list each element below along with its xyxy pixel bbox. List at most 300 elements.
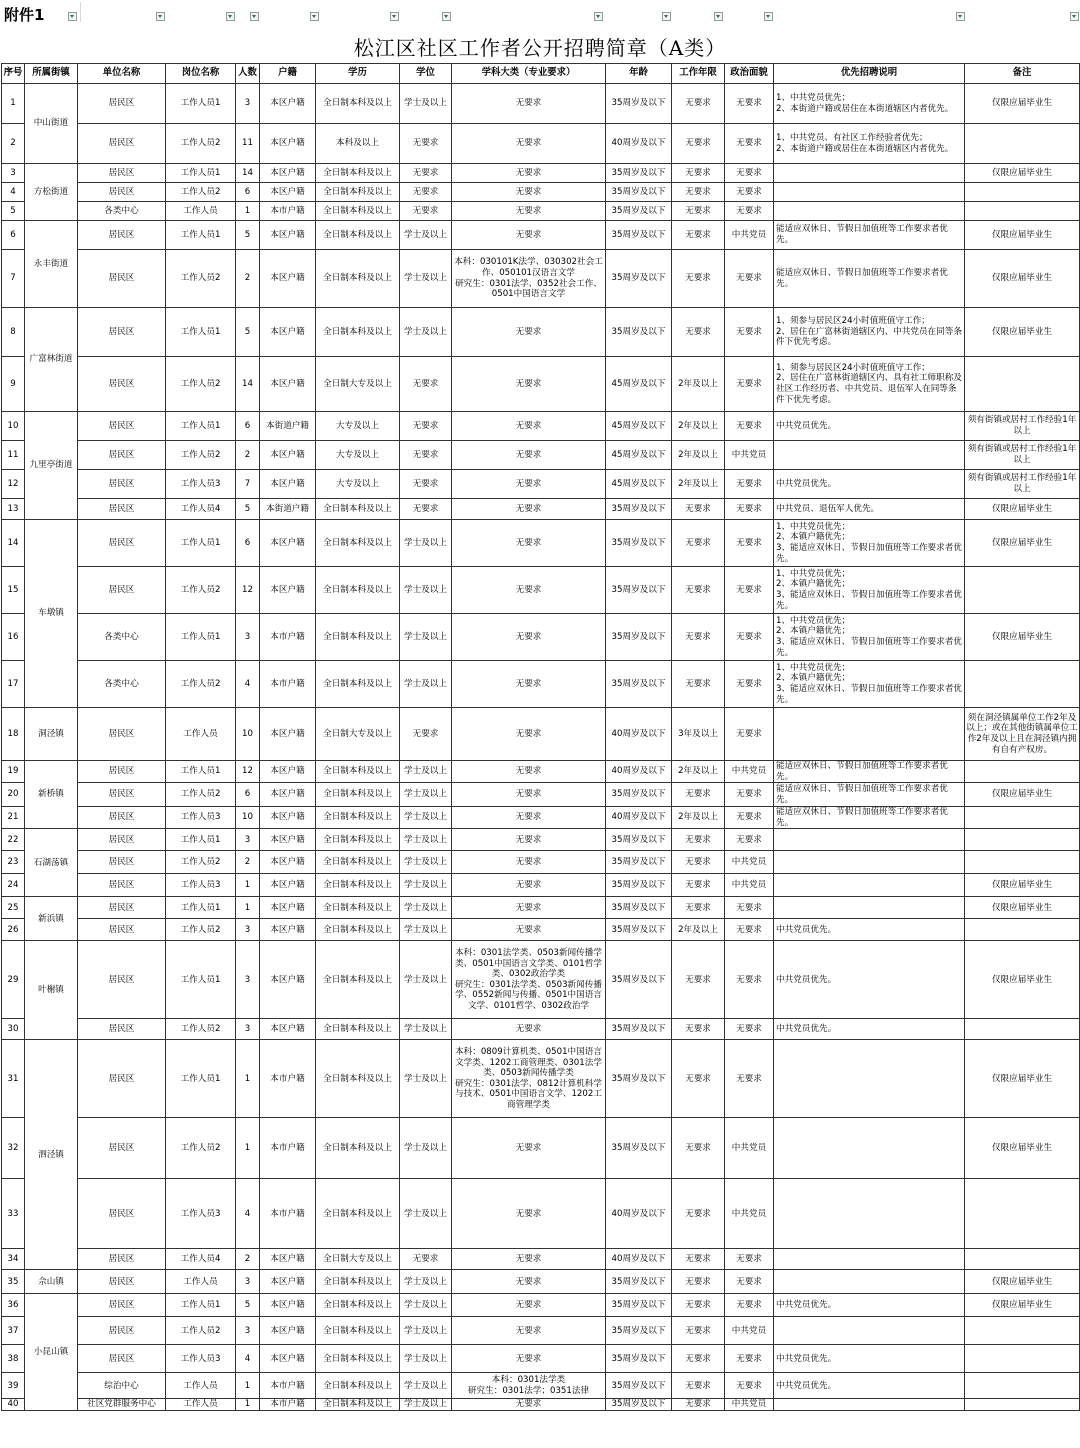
filter-dropdown-icon[interactable] [594, 12, 603, 21]
seq-cell: 16 [2, 614, 25, 661]
note-cell: 须有街镇或居村工作经验1年以上 [965, 470, 1080, 499]
note-cell [965, 761, 1080, 783]
note-cell [965, 851, 1080, 874]
years-cell: 无要求 [672, 520, 725, 567]
edu-cell: 全日制大专及以上 [316, 1249, 400, 1270]
degree-cell: 无要求 [400, 1249, 452, 1270]
major-cell: 无要求 [452, 708, 606, 761]
unit-cell: 居民区 [78, 1345, 166, 1373]
years-cell: 2年及以上 [672, 807, 725, 829]
age-cell: 40周岁及以下 [606, 124, 672, 164]
header-cell: 工作年限 [672, 64, 725, 84]
hukou-cell: 本区户籍 [260, 567, 316, 614]
degree-cell: 学士及以上 [400, 1373, 452, 1399]
num-cell: 12 [236, 567, 260, 614]
post-cell: 工作人员1 [166, 614, 236, 661]
note-cell [965, 919, 1080, 941]
post-cell: 工作人员1 [166, 164, 236, 183]
degree-cell: 无要求 [400, 183, 452, 202]
note-cell [965, 1249, 1080, 1270]
edu-cell: 全日制本科及以上 [316, 84, 400, 124]
unit-cell: 综治中心 [78, 1373, 166, 1399]
edu-cell: 全日制本科及以上 [316, 1179, 400, 1249]
edu-cell: 全日制本科及以上 [316, 614, 400, 661]
seq-cell: 8 [2, 308, 25, 357]
edu-cell: 全日制大专及以上 [316, 357, 400, 412]
post-cell: 工作人员2 [166, 1019, 236, 1040]
filter-dropdown-icon[interactable] [390, 12, 399, 21]
age-cell: 35周岁及以下 [606, 308, 672, 357]
major-cell: 无要求 [452, 183, 606, 202]
note-cell: 仅限应届毕业生 [965, 308, 1080, 357]
unit-cell: 居民区 [78, 308, 166, 357]
num-cell: 3 [236, 1270, 260, 1294]
degree-cell: 学士及以上 [400, 761, 452, 783]
hukou-cell: 本区户籍 [260, 441, 316, 470]
years-cell: 3年及以上 [672, 708, 725, 761]
seq-cell: 23 [2, 851, 25, 874]
note-cell [965, 829, 1080, 851]
note-cell: 仅限应届毕业生 [965, 84, 1080, 124]
post-cell: 工作人员1 [166, 761, 236, 783]
unit-cell: 居民区 [78, 897, 166, 919]
unit-cell: 居民区 [78, 761, 166, 783]
years-cell: 无要求 [672, 164, 725, 183]
table-row [2, 124, 1080, 164]
politics-cell: 无要求 [725, 1345, 774, 1373]
degree-cell: 学士及以上 [400, 829, 452, 851]
note-cell [965, 357, 1080, 412]
priority-cell: 1、须参与居民区24小时值班值守工作； 2、居住在广富林街道辖区内、中共党员在同等条件下优先考虑。 [774, 308, 965, 357]
degree-cell: 学士及以上 [400, 1179, 452, 1249]
seq-cell: 20 [2, 783, 25, 807]
seq-cell: 11 [2, 441, 25, 470]
seq-cell: 32 [2, 1118, 25, 1179]
edu-cell: 全日制本科及以上 [316, 941, 400, 1019]
post-cell: 工作人员2 [166, 183, 236, 202]
district-cell: 中山街道 [25, 84, 78, 164]
priority-cell: 中共党员优先。 [774, 1019, 965, 1040]
degree-cell: 学士及以上 [400, 1345, 452, 1373]
num-cell: 5 [236, 221, 260, 250]
edu-cell: 全日制本科及以上 [316, 1019, 400, 1040]
age-cell: 40周岁及以下 [606, 1179, 672, 1249]
filter-dropdown-icon[interactable] [764, 12, 773, 21]
hukou-cell: 本区户籍 [260, 1294, 316, 1317]
degree-cell: 无要求 [400, 202, 452, 221]
age-cell: 40周岁及以下 [606, 1249, 672, 1270]
note-cell [965, 202, 1080, 221]
unit-cell: 居民区 [78, 829, 166, 851]
header-cell: 所属街镇 [25, 64, 78, 84]
age-cell: 35周岁及以下 [606, 661, 672, 708]
hukou-cell: 本区户籍 [260, 783, 316, 807]
major-cell: 无要求 [452, 567, 606, 614]
major-cell: 无要求 [452, 874, 606, 897]
politics-cell: 无要求 [725, 1270, 774, 1294]
num-cell: 1 [236, 1373, 260, 1399]
district-cell: 石湖荡镇 [25, 829, 78, 897]
politics-cell: 无要求 [725, 661, 774, 708]
politics-cell: 中共党员 [725, 1399, 774, 1411]
priority-cell: 1、中共党员优先； 2、本镇户籍优先； 3、能适应双休日、节假日加值班等工作要求者优先。 [774, 661, 965, 708]
major-cell: 无要求 [452, 1179, 606, 1249]
header-cell: 序号 [2, 64, 25, 84]
edu-cell: 全日制本科及以上 [316, 567, 400, 614]
politics-cell: 中共党员 [725, 1118, 774, 1179]
seq-cell: 29 [2, 941, 25, 1019]
filter-dropdown-icon[interactable] [442, 12, 451, 21]
major-cell: 本科：0301法学类、0503新闻传播学类、0501中国语言文学类、0101哲学类、0302政治学类 研究生：0301法学类、0503新闻传播学、0552新闻与传播、0501中国语言文学、0101哲学、0302政治学 [452, 941, 606, 1019]
degree-cell: 学士及以上 [400, 1270, 452, 1294]
priority-cell: 能适应双休日、节假日加值班等工作要求者优先。 [774, 783, 965, 807]
degree-cell: 学士及以上 [400, 807, 452, 829]
filter-dropdown-icon[interactable] [68, 12, 77, 21]
post-cell: 工作人员2 [166, 357, 236, 412]
post-cell: 工作人员2 [166, 250, 236, 308]
years-cell: 无要求 [672, 1399, 725, 1411]
age-cell: 45周岁及以下 [606, 441, 672, 470]
post-cell: 工作人员3 [166, 470, 236, 499]
hukou-cell: 本市户籍 [260, 202, 316, 221]
hukou-cell: 本区户籍 [260, 761, 316, 783]
note-cell: 仅限应届毕业生 [965, 1270, 1080, 1294]
district-cell: 新浜镇 [25, 897, 78, 941]
politics-cell: 无要求 [725, 164, 774, 183]
num-cell: 4 [236, 661, 260, 708]
seq-cell: 18 [2, 708, 25, 761]
priority-cell: 中共党员、退伍军人优先。 [774, 499, 965, 520]
note-cell: 仅限应届毕业生 [965, 164, 1080, 183]
filter-dropdown-icon[interactable] [310, 12, 319, 21]
degree-cell: 学士及以上 [400, 1399, 452, 1411]
num-cell: 10 [236, 708, 260, 761]
unit-cell: 各类中心 [78, 661, 166, 708]
degree-cell: 无要求 [400, 412, 452, 441]
major-cell: 无要求 [452, 1317, 606, 1345]
major-cell: 无要求 [452, 84, 606, 124]
num-cell: 6 [236, 183, 260, 202]
post-cell: 工作人员3 [166, 874, 236, 897]
hukou-cell: 本市户籍 [260, 1118, 316, 1179]
table-row [2, 250, 1080, 308]
politics-cell: 无要求 [725, 412, 774, 441]
degree-cell: 学士及以上 [400, 1118, 452, 1179]
unit-cell: 居民区 [78, 164, 166, 183]
hukou-cell: 本区户籍 [260, 164, 316, 183]
priority-cell: 能适应双休日、节假日加值班等工作要求者优先。 [774, 807, 965, 829]
seq-cell: 4 [2, 183, 25, 202]
major-cell: 无要求 [452, 1270, 606, 1294]
politics-cell: 无要求 [725, 1040, 774, 1118]
post-cell: 工作人员1 [166, 520, 236, 567]
num-cell: 3 [236, 1317, 260, 1345]
district-cell: 永丰街道 [25, 221, 78, 308]
filter-dropdown-icon[interactable] [226, 12, 235, 21]
header-cell: 户籍 [260, 64, 316, 84]
seq-cell: 17 [2, 661, 25, 708]
major-cell: 本科：0809计算机类、0501中国语言文学类、1202工商管理类、0301法学类、0503新闻传播学类 研究生：0301法学、0812计算机科学与技术、0501中国语言文学、1202工商管理学类 [452, 1040, 606, 1118]
edu-cell: 全日制本科及以上 [316, 851, 400, 874]
degree-cell: 无要求 [400, 124, 452, 164]
major-cell: 无要求 [452, 520, 606, 567]
table-row [2, 807, 1080, 829]
note-cell: 仅限应届毕业生 [965, 1118, 1080, 1179]
priority-cell [774, 708, 965, 761]
hukou-cell: 本区户籍 [260, 183, 316, 202]
unit-cell: 居民区 [78, 357, 166, 412]
num-cell: 4 [236, 1345, 260, 1373]
age-cell: 35周岁及以下 [606, 202, 672, 221]
district-cell: 广富林街道 [25, 308, 78, 412]
priority-cell: 中共党员优先。 [774, 412, 965, 441]
age-cell: 35周岁及以下 [606, 851, 672, 874]
major-cell: 无要求 [452, 1345, 606, 1373]
politics-cell: 无要求 [725, 1294, 774, 1317]
note-cell [965, 1373, 1080, 1399]
note-cell [965, 807, 1080, 829]
note-cell: 仅限应届毕业生 [965, 1294, 1080, 1317]
num-cell: 6 [236, 412, 260, 441]
priority-cell: 1、中共党员、有社区工作经验者优先； 2、本街道户籍或居住在本街道辖区内者优先。 [774, 124, 965, 164]
major-cell: 本科：030101K法学、030302社会工作、050101汉语言文学 研究生：0301法学、0352社会工作、0501中国语言文学 [452, 250, 606, 308]
age-cell: 40周岁及以下 [606, 761, 672, 783]
age-cell: 35周岁及以下 [606, 84, 672, 124]
post-cell: 工作人员 [166, 1373, 236, 1399]
years-cell: 2年及以上 [672, 441, 725, 470]
years-cell: 无要求 [672, 1040, 725, 1118]
edu-cell: 大专及以上 [316, 412, 400, 441]
edu-cell: 全日制本科及以上 [316, 202, 400, 221]
priority-cell: 能适应双休日、节假日加值班等工作要求者优先。 [774, 221, 965, 250]
post-cell: 工作人员1 [166, 941, 236, 1019]
seq-cell: 33 [2, 1179, 25, 1249]
degree-cell: 学士及以上 [400, 614, 452, 661]
seq-cell: 21 [2, 807, 25, 829]
priority-cell [774, 202, 965, 221]
priority-cell [774, 164, 965, 183]
table-row [2, 1345, 1080, 1373]
major-cell: 无要求 [452, 441, 606, 470]
age-cell: 35周岁及以下 [606, 499, 672, 520]
politics-cell: 中共党员 [725, 874, 774, 897]
unit-cell: 居民区 [78, 470, 166, 499]
age-cell: 35周岁及以下 [606, 1399, 672, 1411]
major-cell: 无要求 [452, 1294, 606, 1317]
edu-cell: 全日制本科及以上 [316, 1345, 400, 1373]
filter-dropdown-icon[interactable] [714, 12, 723, 21]
table-row [2, 919, 1080, 941]
table-row [2, 1118, 1080, 1179]
years-cell: 无要求 [672, 1179, 725, 1249]
years-cell: 无要求 [672, 1345, 725, 1373]
age-cell: 35周岁及以下 [606, 250, 672, 308]
unit-cell: 居民区 [78, 919, 166, 941]
years-cell: 无要求 [672, 202, 725, 221]
post-cell: 工作人员 [166, 1399, 236, 1411]
table-row [2, 164, 1080, 183]
post-cell: 工作人员2 [166, 567, 236, 614]
header-cell: 政治面貌 [725, 64, 774, 84]
priority-cell [774, 1179, 965, 1249]
post-cell: 工作人员2 [166, 661, 236, 708]
politics-cell: 无要求 [725, 308, 774, 357]
seq-cell: 5 [2, 202, 25, 221]
politics-cell: 无要求 [725, 897, 774, 919]
major-cell: 无要求 [452, 783, 606, 807]
num-cell: 2 [236, 1249, 260, 1270]
num-cell: 4 [236, 1179, 260, 1249]
years-cell: 2年及以上 [672, 919, 725, 941]
post-cell: 工作人员 [166, 202, 236, 221]
table-row [2, 520, 1080, 567]
unit-cell: 居民区 [78, 84, 166, 124]
seq-cell: 30 [2, 1019, 25, 1040]
years-cell: 无要求 [672, 1118, 725, 1179]
degree-cell: 学士及以上 [400, 221, 452, 250]
post-cell: 工作人员2 [166, 851, 236, 874]
hukou-cell: 本区户籍 [260, 250, 316, 308]
post-cell: 工作人员2 [166, 1118, 236, 1179]
priority-cell [774, 1399, 965, 1411]
edu-cell: 全日制本科及以上 [316, 661, 400, 708]
post-cell: 工作人员2 [166, 783, 236, 807]
hukou-cell: 本区户籍 [260, 1270, 316, 1294]
degree-cell: 学士及以上 [400, 874, 452, 897]
age-cell: 35周岁及以下 [606, 941, 672, 1019]
edu-cell: 全日制本科及以上 [316, 221, 400, 250]
filter-dropdown-icon[interactable] [156, 12, 165, 21]
table-row [2, 1179, 1080, 1249]
politics-cell: 无要求 [725, 520, 774, 567]
unit-cell: 居民区 [78, 1270, 166, 1294]
degree-cell: 学士及以上 [400, 308, 452, 357]
unit-cell: 居民区 [78, 412, 166, 441]
hukou-cell: 本市户籍 [260, 661, 316, 708]
table-row [2, 470, 1080, 499]
seq-cell: 35 [2, 1270, 25, 1294]
edu-cell: 全日制本科及以上 [316, 897, 400, 919]
age-cell: 40周岁及以下 [606, 708, 672, 761]
filter-dropdown-icon[interactable] [1070, 12, 1079, 21]
priority-cell [774, 1249, 965, 1270]
degree-cell: 学士及以上 [400, 1317, 452, 1345]
degree-cell: 无要求 [400, 357, 452, 412]
post-cell: 工作人员1 [166, 412, 236, 441]
num-cell: 5 [236, 308, 260, 357]
hukou-cell: 本区户籍 [260, 807, 316, 829]
politics-cell: 无要求 [725, 1373, 774, 1399]
post-cell: 工作人员2 [166, 441, 236, 470]
note-cell [965, 124, 1080, 164]
major-cell: 无要求 [452, 661, 606, 708]
edu-cell: 全日制本科及以上 [316, 807, 400, 829]
filter-dropdown-icon[interactable] [956, 12, 965, 21]
politics-cell: 无要求 [725, 919, 774, 941]
degree-cell: 无要求 [400, 499, 452, 520]
politics-cell: 无要求 [725, 829, 774, 851]
age-cell: 35周岁及以下 [606, 1317, 672, 1345]
years-cell: 无要求 [672, 783, 725, 807]
age-cell: 35周岁及以下 [606, 221, 672, 250]
unit-cell: 居民区 [78, 124, 166, 164]
table-row [2, 783, 1080, 807]
seq-cell: 13 [2, 499, 25, 520]
num-cell: 12 [236, 761, 260, 783]
politics-cell: 无要求 [725, 1019, 774, 1040]
seq-cell: 38 [2, 1345, 25, 1373]
priority-cell: 1、中共党员优先； 2、本街道户籍或居住在本街道辖区内者优先。 [774, 84, 965, 124]
header-cell: 人数 [236, 64, 260, 84]
filter-dropdown-icon[interactable] [662, 12, 671, 21]
table-row [2, 1019, 1080, 1040]
table-row [2, 441, 1080, 470]
district-cell: 泗泾镇 [25, 1040, 78, 1270]
hukou-cell: 本市户籍 [260, 1040, 316, 1118]
seq-cell: 9 [2, 357, 25, 412]
seq-cell: 40 [2, 1399, 25, 1411]
num-cell: 3 [236, 919, 260, 941]
degree-cell: 学士及以上 [400, 661, 452, 708]
note-cell [965, 661, 1080, 708]
priority-cell: 中共党员优先。 [774, 1373, 965, 1399]
seq-cell: 37 [2, 1317, 25, 1345]
header-cell: 学位 [400, 64, 452, 84]
unit-cell: 居民区 [78, 183, 166, 202]
district-cell: 小昆山镇 [25, 1294, 78, 1411]
seq-cell: 39 [2, 1373, 25, 1399]
num-cell: 2 [236, 441, 260, 470]
hukou-cell: 本区户籍 [260, 897, 316, 919]
district-cell: 九里亭街道 [25, 412, 78, 520]
politics-cell: 无要求 [725, 783, 774, 807]
num-cell: 6 [236, 520, 260, 567]
note-cell: 须有街镇或居村工作经验1年以上 [965, 441, 1080, 470]
num-cell: 5 [236, 499, 260, 520]
years-cell: 2年及以上 [672, 761, 725, 783]
table-row [2, 897, 1080, 919]
unit-cell: 各类中心 [78, 202, 166, 221]
years-cell: 无要求 [672, 851, 725, 874]
age-cell: 35周岁及以下 [606, 520, 672, 567]
num-cell: 3 [236, 614, 260, 661]
age-cell: 35周岁及以下 [606, 874, 672, 897]
degree-cell: 学士及以上 [400, 1019, 452, 1040]
unit-cell: 居民区 [78, 441, 166, 470]
priority-cell [774, 1317, 965, 1345]
table-row [2, 221, 1080, 250]
politics-cell: 无要求 [725, 708, 774, 761]
politics-cell: 无要求 [725, 357, 774, 412]
age-cell: 45周岁及以下 [606, 412, 672, 441]
header-cell: 年龄 [606, 64, 672, 84]
unit-cell: 居民区 [78, 708, 166, 761]
politics-cell: 无要求 [725, 1249, 774, 1270]
filter-dropdown-icon[interactable] [250, 12, 259, 21]
hukou-cell: 本区户籍 [260, 357, 316, 412]
num-cell: 3 [236, 941, 260, 1019]
unit-cell: 居民区 [78, 1179, 166, 1249]
header-cell: 学科大类（专业要求） [452, 64, 606, 84]
table-row [2, 183, 1080, 202]
unit-cell: 各类中心 [78, 614, 166, 661]
unit-cell: 居民区 [78, 1249, 166, 1270]
post-cell: 工作人员1 [166, 84, 236, 124]
unit-cell: 居民区 [78, 1294, 166, 1317]
post-cell: 工作人员4 [166, 1249, 236, 1270]
years-cell: 无要求 [672, 897, 725, 919]
edu-cell: 全日制本科及以上 [316, 1040, 400, 1118]
